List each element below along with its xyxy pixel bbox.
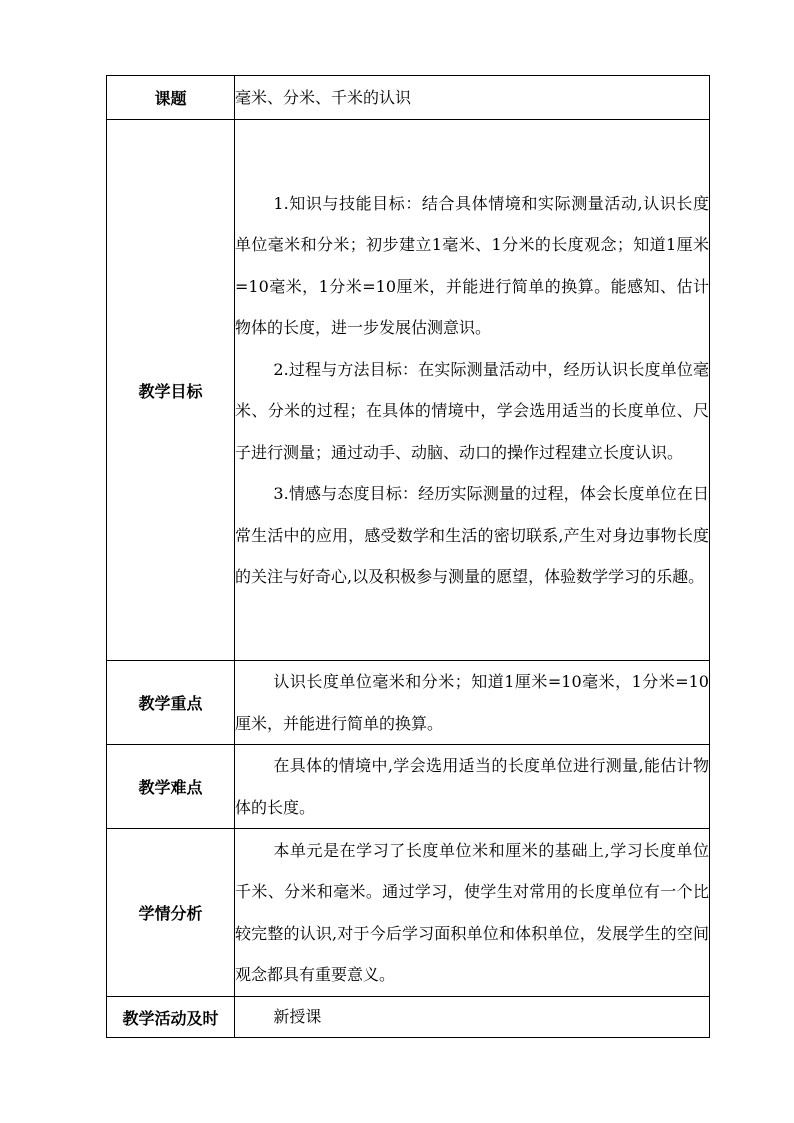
activities-row bbox=[107, 997, 710, 1038]
objective-paragraph-2: 2.过程与方法目标：在实际测量活动中，经历认识长度单位毫米、分米的过程；在具体的情境中，学会选用适当的长度单位、尺子进行测量；通过动手、动脑、动口的操作过程建立长度认识。 bbox=[235, 359, 709, 462]
topic-row bbox=[107, 76, 710, 120]
difficulties-content bbox=[235, 745, 710, 829]
difficulties-label: 教学难点 bbox=[107, 745, 235, 829]
topic-value bbox=[235, 76, 710, 120]
objectives-label: 教学目标 bbox=[107, 120, 235, 661]
key-points-label: 教学重点 bbox=[107, 661, 235, 745]
analysis-content bbox=[235, 829, 710, 997]
analysis-text: 本单元是在学习了长度单位米和厘米的基础上,学习长度单位千米、分米和毫米。通过学习，使学生对常用的长度单位有一个比较完整的认识,对于今后学习面积单位和体积单位，发展学生的空间观念都具有重要意义。 bbox=[235, 840, 709, 984]
activities-label: 教学活动及时 bbox=[107, 997, 235, 1038]
activities-text: 新授课 bbox=[273, 1007, 322, 1026]
key-points-text: 认识长度单位毫米和分米；知道1厘米=10毫米，1分米=10厘米，并能进行简单的换算。 bbox=[235, 672, 709, 733]
activities-content bbox=[235, 997, 710, 1038]
key-points-content bbox=[235, 661, 710, 745]
lesson-plan-table bbox=[106, 75, 710, 1038]
difficulties-row bbox=[107, 745, 710, 829]
key-points-row bbox=[107, 661, 710, 745]
objectives-content bbox=[235, 120, 710, 661]
difficulties-text: 在具体的情境中,学会选用适当的长度单位进行测量,能估计物体的长度。 bbox=[235, 756, 709, 817]
objectives-row bbox=[107, 120, 710, 661]
topic-text: 毫米、分米、千米的认识 bbox=[235, 87, 412, 107]
objective-paragraph-1: 1.知识与技能目标：结合具体情境和实际测量活动,认识长度单位毫米和分米；初步建立1毫米、1分米的长度观念；知道1厘米=10毫米，1分米=10厘米，并能进行简单的换算。能感知、估计物体的长度，进一步发展估测意识。 bbox=[235, 193, 709, 337]
analysis-label: 学情分析 bbox=[107, 829, 235, 997]
objective-paragraph-3: 3.情感与态度目标：经历实际测量的过程，体会长度单位在日常生活中的应用，感受数学和生活的密切联系,产生对身边事物长度的关注与好奇心,以及积极参与测量的愿望，体验数学学习的乐趣。 bbox=[235, 484, 709, 586]
topic-label: 课题 bbox=[107, 76, 235, 120]
analysis-row bbox=[107, 829, 710, 997]
